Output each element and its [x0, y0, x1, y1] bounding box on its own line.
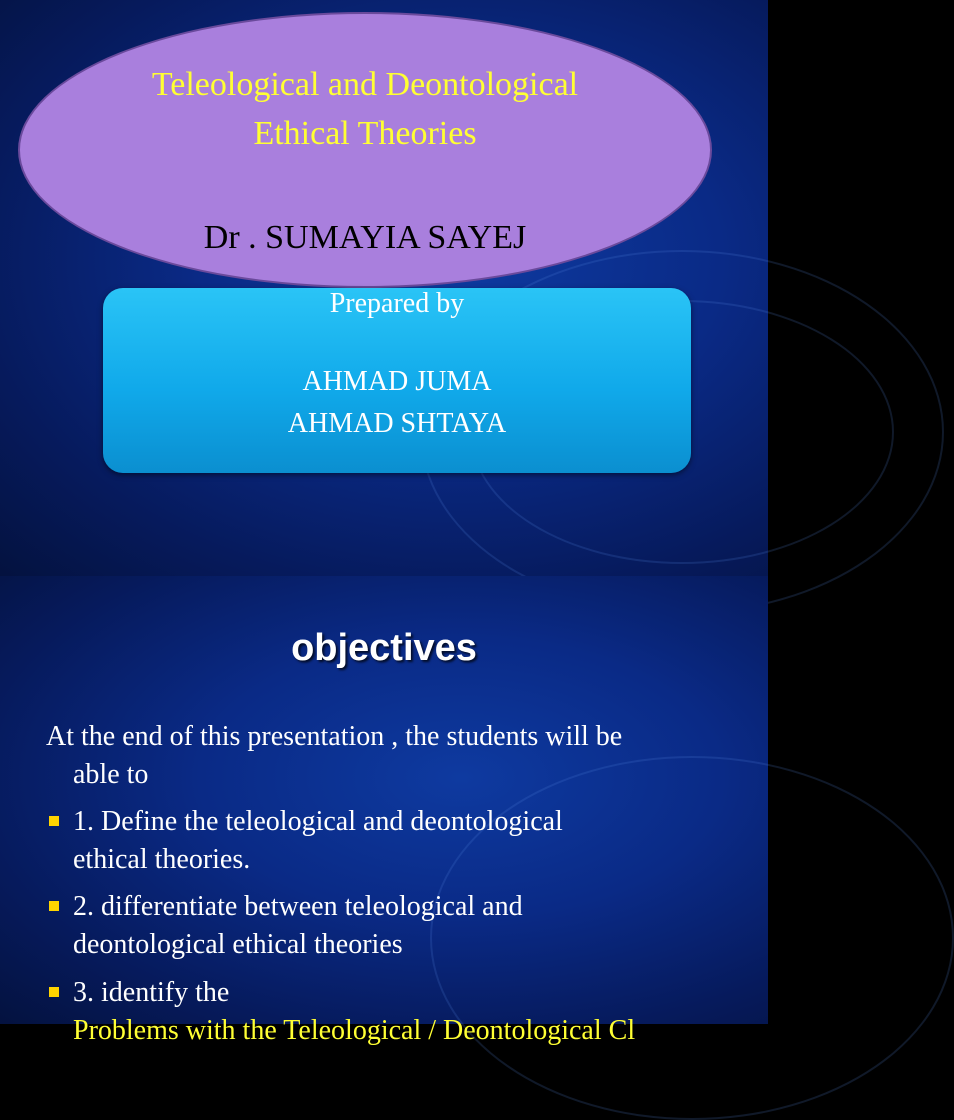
objectives-slide	[0, 576, 768, 1046]
objectives-heading: objectives	[291, 627, 477, 669]
objective-item-1-line1: 1. Define the teleological and deontological	[73, 806, 563, 837]
prepared-by-box	[103, 288, 691, 473]
title-slide	[0, 0, 768, 576]
objective-item-3-line1: 3. identify the	[73, 977, 230, 1008]
author-name: AHMAD SHTAYA	[287, 408, 507, 439]
slide-title-line1: Teleological and Deontological	[151, 66, 579, 103]
objective-item-3-line2: Problems with the Teleological / Deontological Cl	[73, 1015, 636, 1046]
intro-text-line1: At the end of this presentation , the students will be	[46, 721, 623, 752]
objective-item-1-line2: ethical theories.	[73, 844, 251, 875]
doctor-name: Dr . SUMAYIA SAYEJ	[203, 219, 527, 256]
intro-text-line2: able to	[73, 759, 149, 790]
bullet-marker	[49, 901, 59, 911]
bullet-marker	[49, 816, 59, 826]
author-name: AHMAD JUMA	[302, 366, 492, 397]
bullet-marker	[49, 987, 59, 997]
objective-item-2-line1: 2. differentiate between teleological and	[73, 891, 523, 922]
slide-title-line2: Ethical Theories	[253, 115, 477, 152]
prepared-by-label: Prepared by	[329, 288, 465, 319]
objective-item-2-line2: deontological ethical theories	[73, 929, 403, 960]
